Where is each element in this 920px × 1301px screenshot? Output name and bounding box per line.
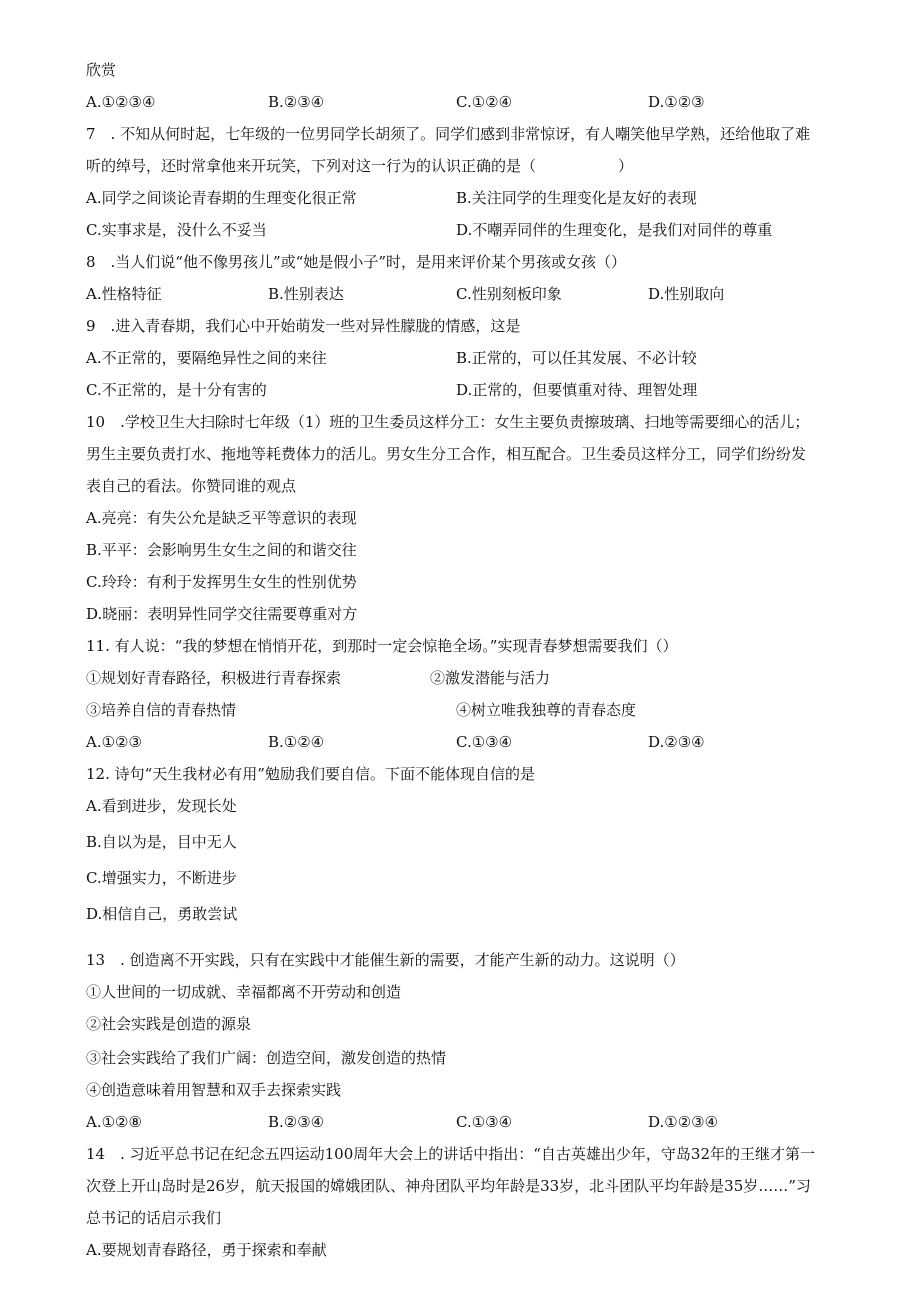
q9-option-d: D.正常的，但要慎重对待、理智处理 xyxy=(456,381,698,399)
q10-option-c: C.玲玲：有利于发挥男生女生的性别优势 xyxy=(86,573,357,591)
q7-option-b: B.关注同学的生理变化是友好的表现 xyxy=(456,189,697,207)
q10-option-a: A.亮亮：有失公允是缺乏平等意识的表现 xyxy=(86,509,357,527)
q8-option-a: A.性格特征 xyxy=(86,285,162,303)
q11-item-2: ②激发潜能与活力 xyxy=(430,669,551,687)
q13-item-4: ④创造意味着用智慧和双手去探索实践 xyxy=(86,1081,342,1099)
q8-option-c: C.性别刻板印象 xyxy=(456,285,562,303)
q7-option-c: C.实事求是，没什么不妥当 xyxy=(86,221,267,239)
q11-item-4: ④树立唯我独尊的青春态度 xyxy=(456,701,637,719)
q7-stem-line2: 听的绰号，还时常拿他来开玩笑，下列对这一行为的认识正确的是（ ） xyxy=(86,157,634,175)
q11-item-1: ①规划好青春路径，积极进行青春探索 xyxy=(86,669,342,687)
q6-option-b: B.②③④ xyxy=(268,93,325,111)
q9-stem: 9 .进入青春期，我们心中开始萌发一些对异性朦胧的情感，这是 xyxy=(86,317,521,335)
q10-option-d: D.晓丽：表明异性同学交往需要尊重对方 xyxy=(86,605,358,623)
q6-option-d: D.①②③ xyxy=(648,93,705,111)
q9-option-c: C.不正常的，是十分有害的 xyxy=(86,381,267,399)
q12-option-a: A.看到进步，发现长处 xyxy=(86,797,237,815)
q7-option-a: A.同学之间谈论青春期的生理变化很正常 xyxy=(86,189,357,207)
q7-stem-line1: 7 . 不知从何时起，七年级的一位男同学长胡须了。同学们感到非常惊讶，有人嘲笑他早学熟，还给他取了难 xyxy=(86,125,811,143)
q6-continuation: 欣赏 xyxy=(86,61,117,79)
q7-option-d: D.不嘲弄同伴的生理变化，是我们对同伴的尊重 xyxy=(456,221,773,239)
q11-item-3: ③培养自信的青春热情 xyxy=(86,701,237,719)
q11-option-b: B.①②④ xyxy=(268,733,325,751)
q8-option-d: D.性别取向 xyxy=(648,285,725,303)
q11-option-c: C.①③④ xyxy=(456,733,513,751)
q12-option-d: D.相信自己，勇敢尝试 xyxy=(86,905,238,923)
q13-item-3: ③社会实践给了我们广阔：创造空间，激发创造的热情 xyxy=(86,1049,447,1067)
q13-option-b: B.②③④ xyxy=(268,1113,325,1131)
q9-option-a: A.不正常的，要隔绝异性之间的来往 xyxy=(86,349,327,367)
q13-option-a: A.①②⑧ xyxy=(86,1113,142,1131)
q13-item-1: ①人世间的一切成就、幸福都离不开劳动和创造 xyxy=(86,983,402,1001)
q14-stem-line2: 次登上开山岛时是26岁，航天报国的嫦娥团队、神舟团队平均年龄是33岁，北斗团队平均年龄是35岁……”习 xyxy=(86,1177,811,1195)
q14-option-a: A.要规划青春路径，勇于探索和奉献 xyxy=(86,1241,327,1259)
q14-stem-line3: 总书记的话启示我们 xyxy=(86,1209,222,1227)
q14-stem-line1: 14 . 习近平总书记在纪念五四运动100周年大会上的讲话中指出：“自古英雄出少年，守岛32年的王继才第一 xyxy=(86,1145,816,1163)
q10-stem-line3: 表自己的看法。你赞同谁的观点 xyxy=(86,477,297,495)
q6-option-a: A.①②③④ xyxy=(86,93,156,111)
q13-option-d: D.①②③④ xyxy=(648,1113,719,1131)
q11-option-a: A.①②③ xyxy=(86,733,142,751)
q11-stem: 11. 有人说：“我的梦想在悄悄开花，到那时一定会惊艳全场。”实现青春梦想需要我们（） xyxy=(86,637,678,655)
q10-stem-line1: 10 .学校卫生大扫除时七年级（1）班的卫生委员这样分工：女生主要负责擦玻璃、扫地等需要细心的活儿； xyxy=(86,413,810,431)
q12-option-c: C.增强实力，不断进步 xyxy=(86,869,237,887)
q13-stem: 13 . 创造离不开实践，只有在实践中才能催生新的需要，才能产生新的动力。这说明（） xyxy=(86,951,685,969)
q10-option-b: B.平平：会影响男生女生之间的和谐交往 xyxy=(86,541,357,559)
q8-option-b: B.性别表达 xyxy=(268,285,344,303)
q12-option-b: B.自以为是，目中无人 xyxy=(86,833,237,851)
q12-stem: 12. 诗句“天生我材必有用”勉励我们要自信。下面不能体现自信的是 xyxy=(86,765,535,783)
q13-option-c: C.①③④ xyxy=(456,1113,513,1131)
q11-option-d: D.②③④ xyxy=(648,733,705,751)
q13-item-2: ②社会实践是创造的源泉 xyxy=(86,1015,252,1033)
q6-option-c: C.①②④ xyxy=(456,93,513,111)
q8-stem: 8 .当人们说“他不像男孩儿”或“她是假小子”时，是用来评价某个男孩或女孩（） xyxy=(86,253,626,271)
q10-stem-line2: 男生主要负责打水、拖地等耗费体力的活儿。男女生分工合作，相互配合。卫生委员这样分工，同学们纷纷发 xyxy=(86,445,807,463)
q9-option-b: B.正常的，可以任其发展、不必计较 xyxy=(456,349,697,367)
